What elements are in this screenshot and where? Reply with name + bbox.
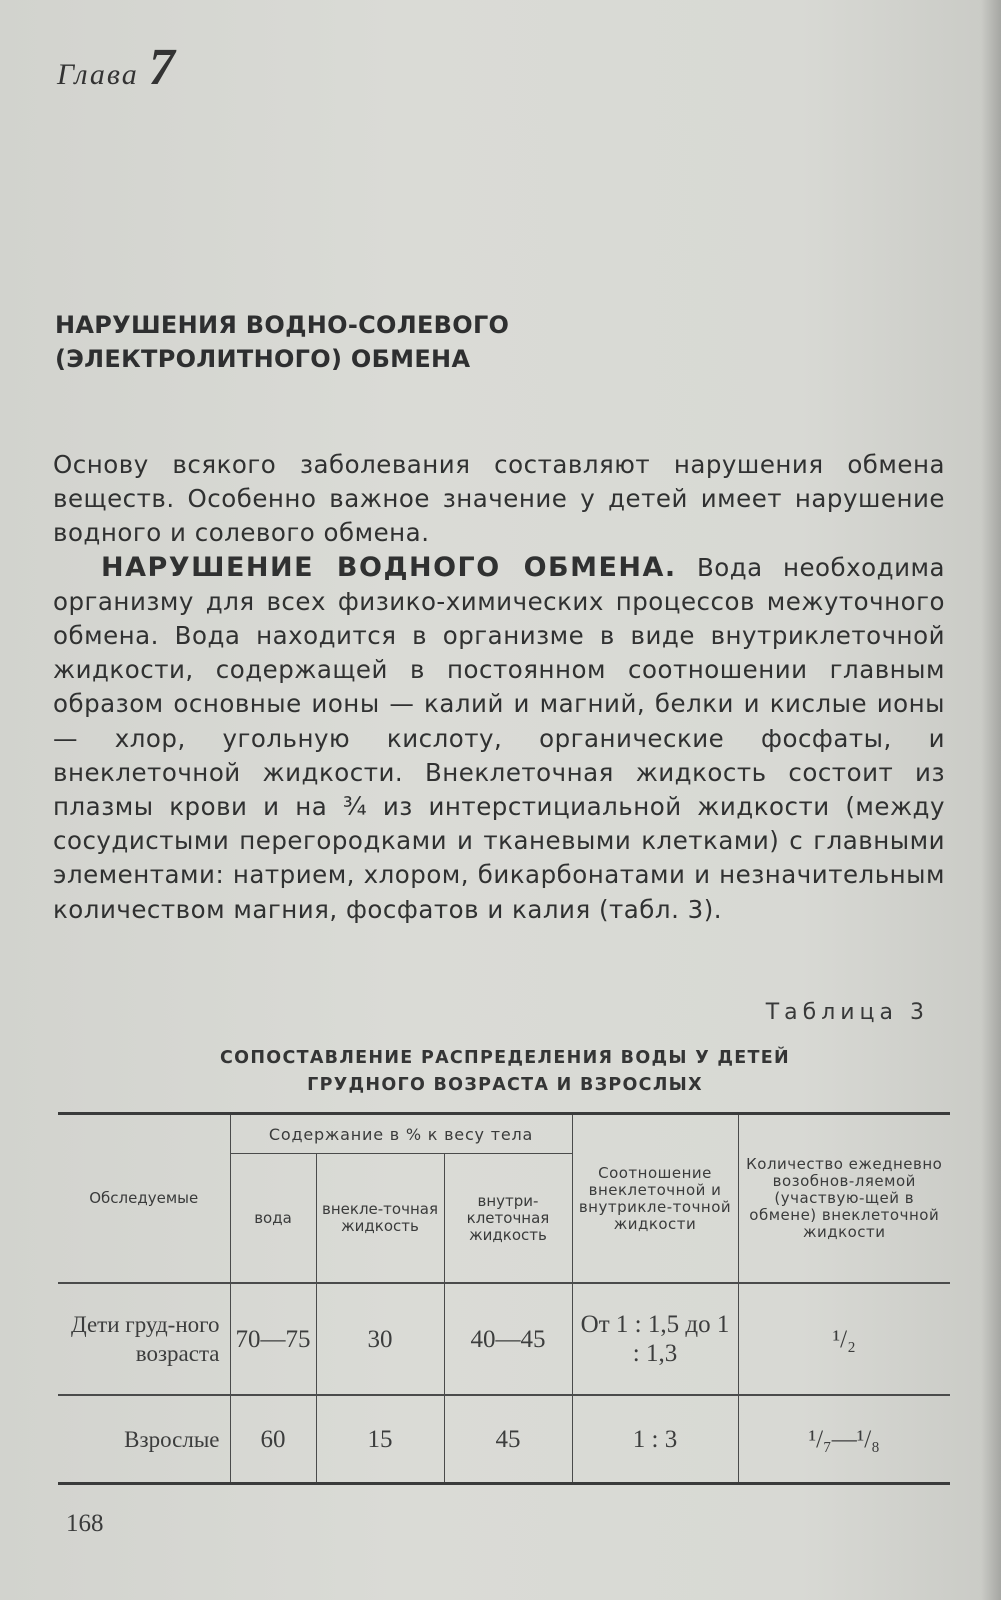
chapter-title-line-2: (ЭЛЕКТРОЛИТНОГО) ОБМЕНА bbox=[55, 345, 471, 373]
header-content-group: Содержание в % к весу тела bbox=[230, 1114, 572, 1154]
header-water: вода bbox=[230, 1154, 316, 1284]
table-title bbox=[100, 1045, 910, 1099]
cell-ratio: 1 : 3 bbox=[572, 1395, 738, 1484]
header-renewed: Количество ежедневно возобнов-ляемой (участвую-щей в обмене) внеклеточной жидкости bbox=[738, 1114, 950, 1284]
page-number: 168 bbox=[66, 1510, 104, 1537]
cell-water: 70—75 bbox=[230, 1283, 316, 1395]
cell-renewed: ¹/₇—¹/₈ bbox=[738, 1395, 950, 1484]
chapter-heading bbox=[57, 38, 177, 97]
cell-subject: Взрослые bbox=[58, 1395, 230, 1484]
header-intracellular: внутри-клеточная жидкость bbox=[444, 1154, 572, 1284]
page-edge-shadow bbox=[981, 0, 1001, 1600]
cell-intracellular: 40—45 bbox=[444, 1283, 572, 1395]
table-row bbox=[58, 1395, 950, 1484]
section-text: Вода необходима организму для всех физико-химических процессов межуточного обмена. Вода находится в организме в виде внутриклеточной жидкости, содержащей в постоянном соотношении главным образом основные ионы — калий и магний, белки и кислые ионы — хлор, угольную кислоту, органические фосфаты, и внеклеточной жидкости. Внеклеточная жидкость состоит из плазмы крови и на ¾ из интерстициальной жидкости (между сосудистыми перегородками и тканевыми клетками) с главными элементами: натрием, хлором, бикарбонатами и незначительным количеством магния, фосфатов и калия (табл. 3). bbox=[53, 552, 945, 924]
header-ratio: Соотношение внеклеточной и внутрикле-точной жидкости bbox=[572, 1114, 738, 1284]
intro-paragraph: Основу всякого заболевания составляют нарушения обмена веществ. Особенно важное значение у детей имеет нарушение водного и солевого обмена. bbox=[53, 450, 945, 548]
chapter-label: Глава bbox=[57, 58, 139, 91]
cell-extracellular: 15 bbox=[316, 1395, 444, 1484]
cell-subject: Дети груд-ного возраста bbox=[58, 1283, 230, 1395]
header-extracellular: внекле-точная жидкость bbox=[316, 1154, 444, 1284]
table-title-line-2: ГРУДНОГО ВОЗРАСТА И ВЗРОСЛЫХ bbox=[307, 1075, 703, 1095]
body-text bbox=[53, 448, 945, 927]
section-lead: НАРУШЕНИЕ ВОДНОГО ОБМЕНА. bbox=[101, 551, 677, 583]
header-subjects: Обследуемые bbox=[58, 1114, 230, 1284]
water-distribution-table bbox=[58, 1112, 950, 1485]
chapter-title bbox=[55, 308, 509, 376]
table-row bbox=[58, 1283, 950, 1395]
cell-extracellular: 30 bbox=[316, 1283, 444, 1395]
section-paragraph bbox=[53, 551, 945, 927]
cell-intracellular: 45 bbox=[444, 1395, 572, 1484]
cell-ratio: От 1 : 1,5 до 1 : 1,3 bbox=[572, 1283, 738, 1395]
table-label: Таблица 3 bbox=[765, 1000, 929, 1025]
table-title-line-1: СОПОСТАВЛЕНИЕ РАСПРЕДЕЛЕНИЯ ВОДЫ У ДЕТЕЙ bbox=[220, 1048, 790, 1068]
cell-water: 60 bbox=[230, 1395, 316, 1484]
chapter-title-line-1: НАРУШЕНИЯ ВОДНО-СОЛЕВОГО bbox=[55, 311, 510, 339]
chapter-number: 7 bbox=[148, 39, 177, 96]
cell-renewed: ¹/₂ bbox=[738, 1283, 950, 1395]
